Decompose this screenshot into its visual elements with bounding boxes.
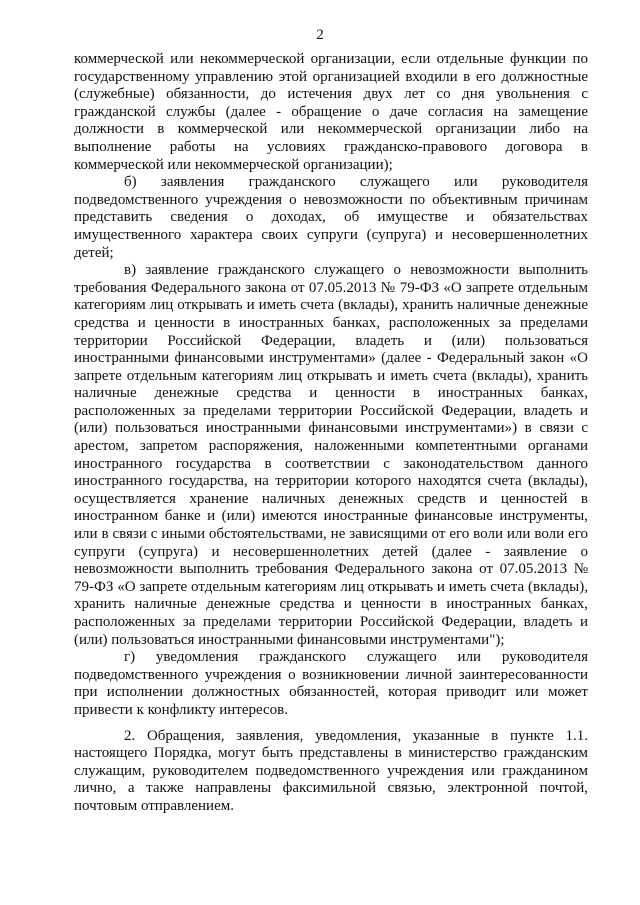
paragraph-item-v: в) заявление гражданского служащего о невозможности выполнить требования Федерального закона от 07.05.2013 № 79-ФЗ «О запрете отдельным категориям лиц открывать и иметь счета (вклады), хранить наличные денежные средства и ценности в иностранных банках, расположенных за пределами территории Российской Федерации, владеть и (или) пользоваться иностранными финансовыми инструментами» (далее - Федеральный закон «О запрете отдельным категориям лиц открывать и иметь счета (вклады), хранить наличные денежные средства и ценности в иностранных банках, расположенных за пределами территории Российской Федерации, владеть и (или) пользоваться иностранными финансовыми инструментами») в связи с арестом, запретом распоряжения, наложенными компетентными органами иностранного государства в соответствии с законодательством данного иностранного государства, на территории которого находятся счета (вклады), осуществляется хранение наличных денежных средств и ценностей в иностранном банке и (или) имеются иностранные финансовые инструменты, или в связи с иными обстоятельствами, не зависящими от его воли или воли его супруги (супруга) и несовершеннолетних детей (далее - заявление о невозможности выполнить требования Федерального закона от 07.05.2013 № 79-ФЗ «О запрете отдельным категориям лиц открывать и иметь счета (вклады), хранить наличные денежные средства и ценности в иностранных банках, расположенных за пределами территории Российской Федерации, владеть и (или) пользоваться иностранными финансовыми инструментами");: [74, 262, 588, 648]
paragraph-continuation: коммерческой или некоммерческой организации, если отдельные функции по государственному управлению этой организацией входили в его должностные (служебные) обязанности, до истечения двух лет со дня увольнения с гражданской службы (далее - обращение о даче согласия на замещение должности в коммерческой или некоммерческой организации либо на выполнение работы на условиях гражданско-правового договора в коммерческой или некоммерческой организации);: [74, 51, 588, 173]
paragraph-item-2: 2. Обращения, заявления, уведомления, указанные в пункте 1.1. настоящего Порядка, могут быть представлены в министерство гражданским служащим, руководителем подведомственного учреждения или гражданином лично, а также направлены факсимильной связью, электронной почтой, почтовым отправлением.: [74, 727, 588, 814]
paragraph-item-b: б) заявления гражданского служащего или руководителя подведомственного учреждения о невозможности по объективным причинам представить сведения о доходах, об имуществе и обязательствах имущественного характера своих супруги (супруга) и несовершеннолетних детей;: [74, 174, 588, 261]
document-body: [74, 51, 588, 816]
paragraph-item-g: г) уведомления гражданского служащего или руководителя подведомственного учреждения о возникновении личной заинтересованности при исполнении должностных обязанностей, которая приводит или может привести к конфликту интересов.: [74, 649, 588, 718]
page-number: 2: [316, 27, 324, 43]
